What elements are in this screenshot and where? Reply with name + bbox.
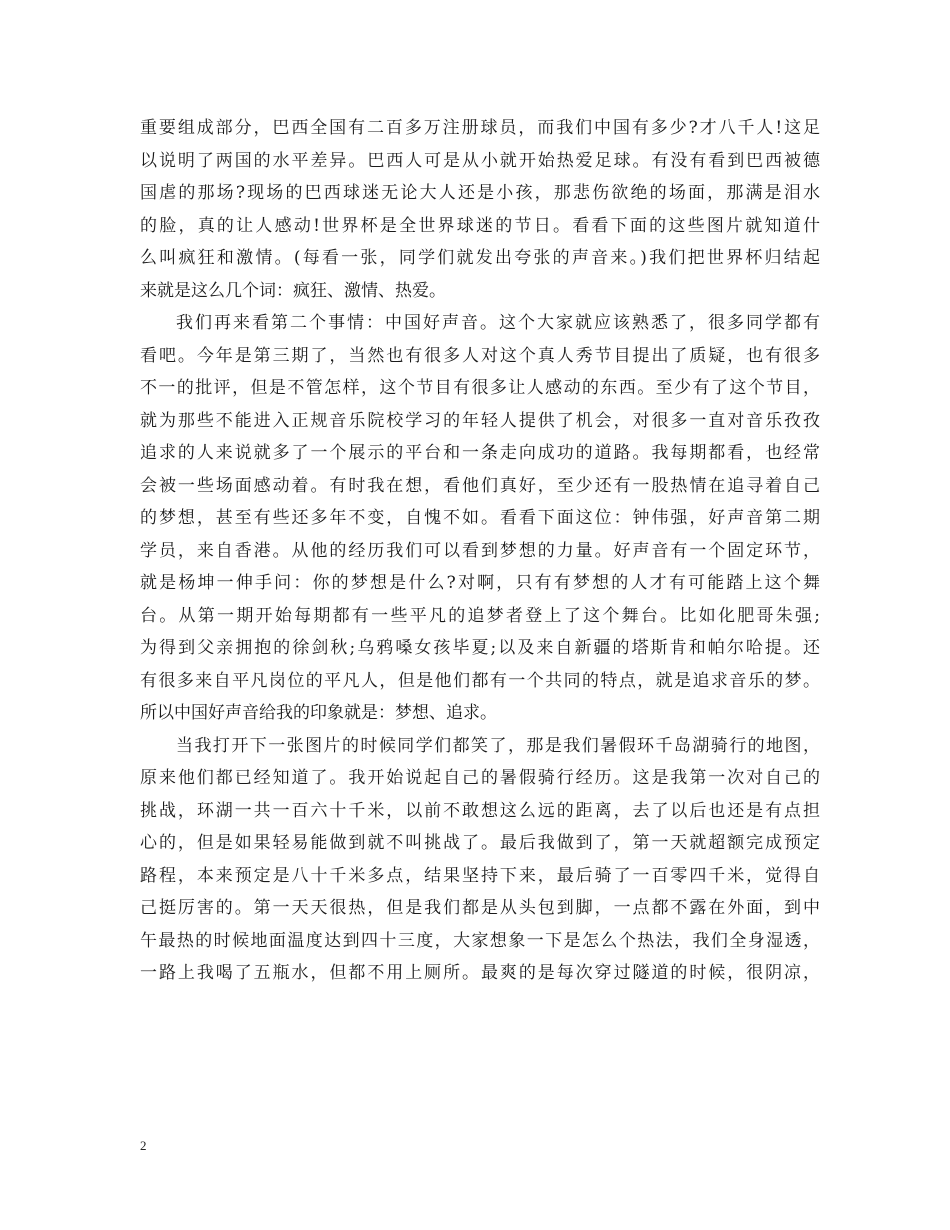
text-line: 会被一些场面感动着。有时我在想，看他们真好，至少还有一股热情在追寻着自己: [140, 475, 820, 496]
body-text: [140, 112, 820, 990]
text-line: 以说明了两国的水平差异。巴西人可是从小就开始热爱足球。有没有看到巴西被德: [140, 150, 820, 171]
text-line: 心的，但是如果轻易能做到就不叫挑战了。最后我做到了，第一天就超额完成预定: [140, 833, 820, 853]
text-line: 一路上我喝了五瓶水，但都不用上厕所。最爽的是每次穿过隧道的时候，很阴凉，: [140, 963, 820, 983]
text-line: 挑战，环湖一共一百六十千米，以前不敢想这么远的距离，去了以后也还是有点担: [140, 800, 820, 821]
text-line: 的脸，真的让人感动!世界杯是全世界球迷的节日。看看下面的这些图片就知道什: [140, 215, 820, 236]
text-line: 不一的批评，但是不管怎样，这个节目有很多让人感动的东西。至少有了这个节目，: [140, 378, 820, 398]
text-line: 路程，本来预定是八十千米多点，结果坚持下来，最后骑了一百零四千米，觉得自: [140, 865, 820, 886]
text-line: 己挺厉害的。第一天天很热，但是我们都是从头包到脚，一点都不露在外面，到中: [140, 898, 820, 918]
text-line: 就为那些不能进入正规音乐院校学习的年轻人提供了机会，对很多一直对音乐孜孜: [140, 410, 820, 431]
text-line: 的梦想，甚至有些还多年不变，自愧不如。看看下面这位：钟伟强，好声音第二期: [140, 508, 820, 528]
text-line: 就是杨坤一伸手问：你的梦想是什么?对啊，只有有梦想的人才有可能踏上这个舞: [140, 573, 820, 593]
text-line: 午最热的时候地面温度达到四十三度，大家想象一下是怎么个热法，我们全身湿透，: [140, 930, 820, 951]
text-line: 重要组成部分，巴西全国有二百多万注册球员，而我们中国有多少?才八千人!这足: [140, 118, 820, 138]
text-line: 当我打开下一张图片的时候同学们都笑了，那是我们暑假环千岛湖骑行的地图，: [176, 735, 820, 756]
text-line: 所以中国好声音给我的印象就是：梦想、追求。: [140, 703, 497, 723]
text-line: 看吧。今年是第三期了，当然也有很多人对这个真人秀节目提出了质疑，也有很多: [140, 345, 820, 366]
text-line: 原来他们都已经知道了。我开始说起自己的暑假骑行经历。这是我第一次对自己的: [140, 768, 820, 788]
paragraph-cycling: [140, 730, 820, 990]
text-line: 为得到父亲拥抱的徐剑秋;乌鸦嗓女孩毕夏;以及来自新疆的塔斯肯和帕尔哈提。还: [140, 638, 820, 658]
text-line: 有很多来自平凡岗位的平凡人，但是他们都有一个共同的特点，就是追求音乐的梦。: [140, 670, 820, 691]
page-number: 2: [140, 1138, 147, 1153]
paragraph-world-cup: [140, 112, 820, 307]
paragraph-voice-of-china: [140, 307, 820, 730]
text-line: 国虐的那场?现场的巴西球迷无论大人还是小孩，那悲伤欲绝的场面，那满是泪水: [140, 183, 820, 203]
text-line: 我们再来看第二个事情：中国好声音。这个大家就应该熟悉了，很多同学都有: [176, 313, 820, 333]
text-line: 来就是这么几个词：疯狂、激情、热爱。: [140, 280, 446, 301]
text-line: 么叫疯狂和激情。(每看一张，同学们就发出夸张的声音来。)我们把世界杯归结起: [140, 248, 820, 268]
text-line: 追求的人来说就多了一个展示的平台和一条走向成功的道路。我每期都看，也经常: [140, 443, 820, 463]
text-line: 学员，来自香港。从他的经历我们可以看到梦想的力量。好声音有一个固定环节，: [140, 540, 820, 561]
text-line: 台。从第一期开始每期都有一些平凡的追梦者登上了这个舞台。比如化肥哥朱强;: [140, 605, 820, 626]
